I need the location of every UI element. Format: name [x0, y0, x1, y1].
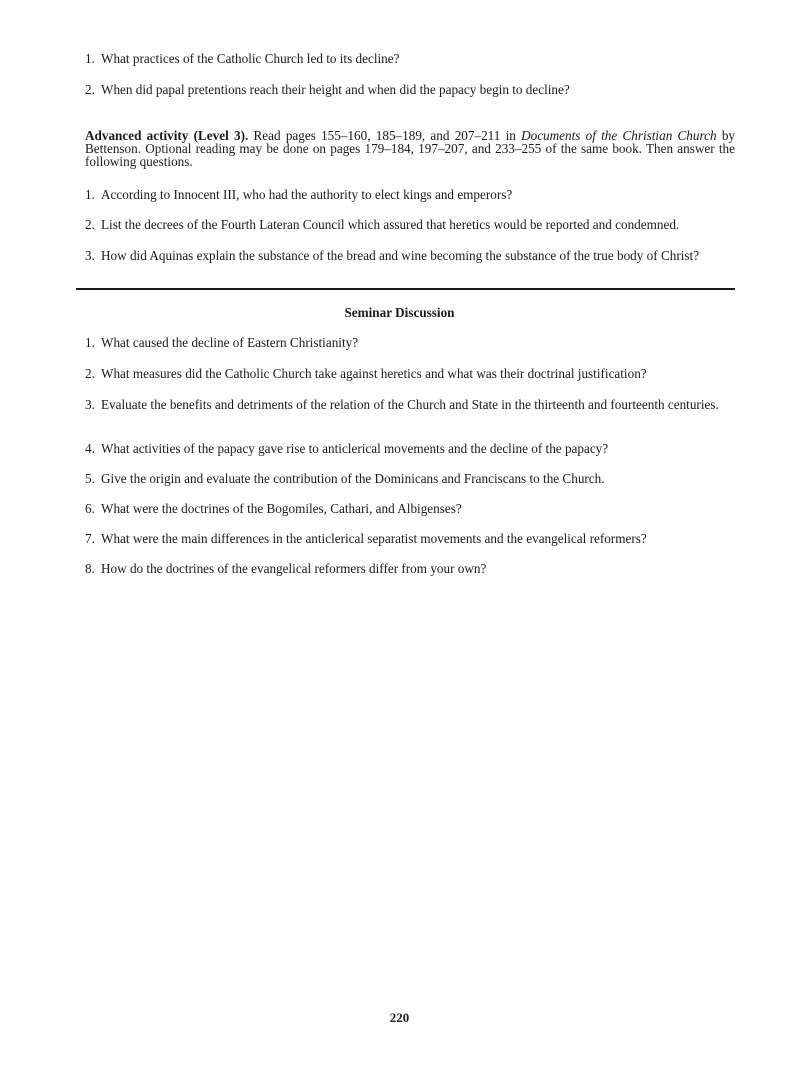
- horizontal-rule: [76, 288, 735, 290]
- list-item: [85, 336, 740, 349]
- question-text: List the decrees of the Fourth Lateran Council which assured that heretics would be reported and condemned.: [101, 217, 680, 232]
- list-item: [85, 188, 740, 201]
- item-number: 7.: [85, 531, 95, 546]
- question-text: When did papal pretentions reach their height and when did the papacy begin to decline?: [101, 82, 570, 97]
- book-title: Documents of the Christian Church: [521, 128, 717, 143]
- list-item: [85, 218, 740, 231]
- question-text: Give the origin and evaluate the contribution of the Dominicans and Franciscans to the Church.: [101, 471, 605, 486]
- list-item: [85, 472, 740, 485]
- list-item: [85, 532, 740, 545]
- item-number: 1.: [85, 335, 95, 350]
- question-text: What were the main differences in the anticlerical separatist movements and the evangelical reformers?: [101, 531, 647, 546]
- item-number: 2.: [85, 366, 95, 381]
- list-item: [85, 52, 740, 65]
- item-number: 3.: [85, 397, 95, 412]
- item-number: 8.: [85, 561, 95, 576]
- question-text: What measures did the Catholic Church take against heretics and what was their doctrinal justification?: [101, 366, 647, 381]
- page-number: 220: [389, 1010, 410, 1025]
- list-item: [85, 442, 740, 455]
- item-number: 3.: [85, 248, 95, 263]
- list-item: [85, 249, 740, 262]
- list-item: [85, 398, 740, 411]
- item-number: 2.: [85, 82, 95, 97]
- question-text: What caused the decline of Eastern Christianity?: [101, 335, 359, 350]
- item-number: 6.: [85, 501, 95, 516]
- item-number: 1.: [85, 187, 95, 202]
- item-number: 5.: [85, 471, 95, 486]
- question-text: What activities of the papacy gave rise to anticlerical movements and the decline of the papacy?: [101, 441, 609, 456]
- question-text: How do the doctrines of the evangelical reformers differ from your own?: [101, 561, 487, 576]
- question-text: According to Innocent III, who had the authority to elect kings and emperors?: [101, 187, 513, 202]
- list-item: [85, 502, 740, 515]
- item-number: 2.: [85, 217, 95, 232]
- advanced-activity-paragraph: [85, 129, 735, 168]
- item-number: 4.: [85, 441, 95, 456]
- item-number: 1.: [85, 51, 95, 66]
- list-item: [85, 367, 740, 380]
- list-item: [85, 562, 740, 575]
- question-text: Evaluate the benefits and detriments of the relation of the Church and State in the thirteenth and fourteenth centuries.: [101, 397, 719, 412]
- list-item: [85, 83, 740, 96]
- advanced-activity-text-2: by Bettenson. Optional reading may be done on pages 179–184, 197–207, and 233–255 of the same book. Then answer the following questions.: [85, 128, 736, 169]
- section-heading: Seminar Discussion: [344, 305, 455, 320]
- question-text: What practices of the Catholic Church led to its decline?: [101, 51, 400, 66]
- advanced-activity-label: Advanced activity (Level 3).: [85, 128, 249, 143]
- question-text: What were the doctrines of the Bogomiles, Cathari, and Albigenses?: [101, 501, 462, 516]
- question-text: How did Aquinas explain the substance of the bread and wine becoming the substance of the true body of Christ?: [101, 248, 700, 263]
- advanced-activity-text-1: Read pages 155–160, 185–189, and 207–211 in: [248, 128, 522, 143]
